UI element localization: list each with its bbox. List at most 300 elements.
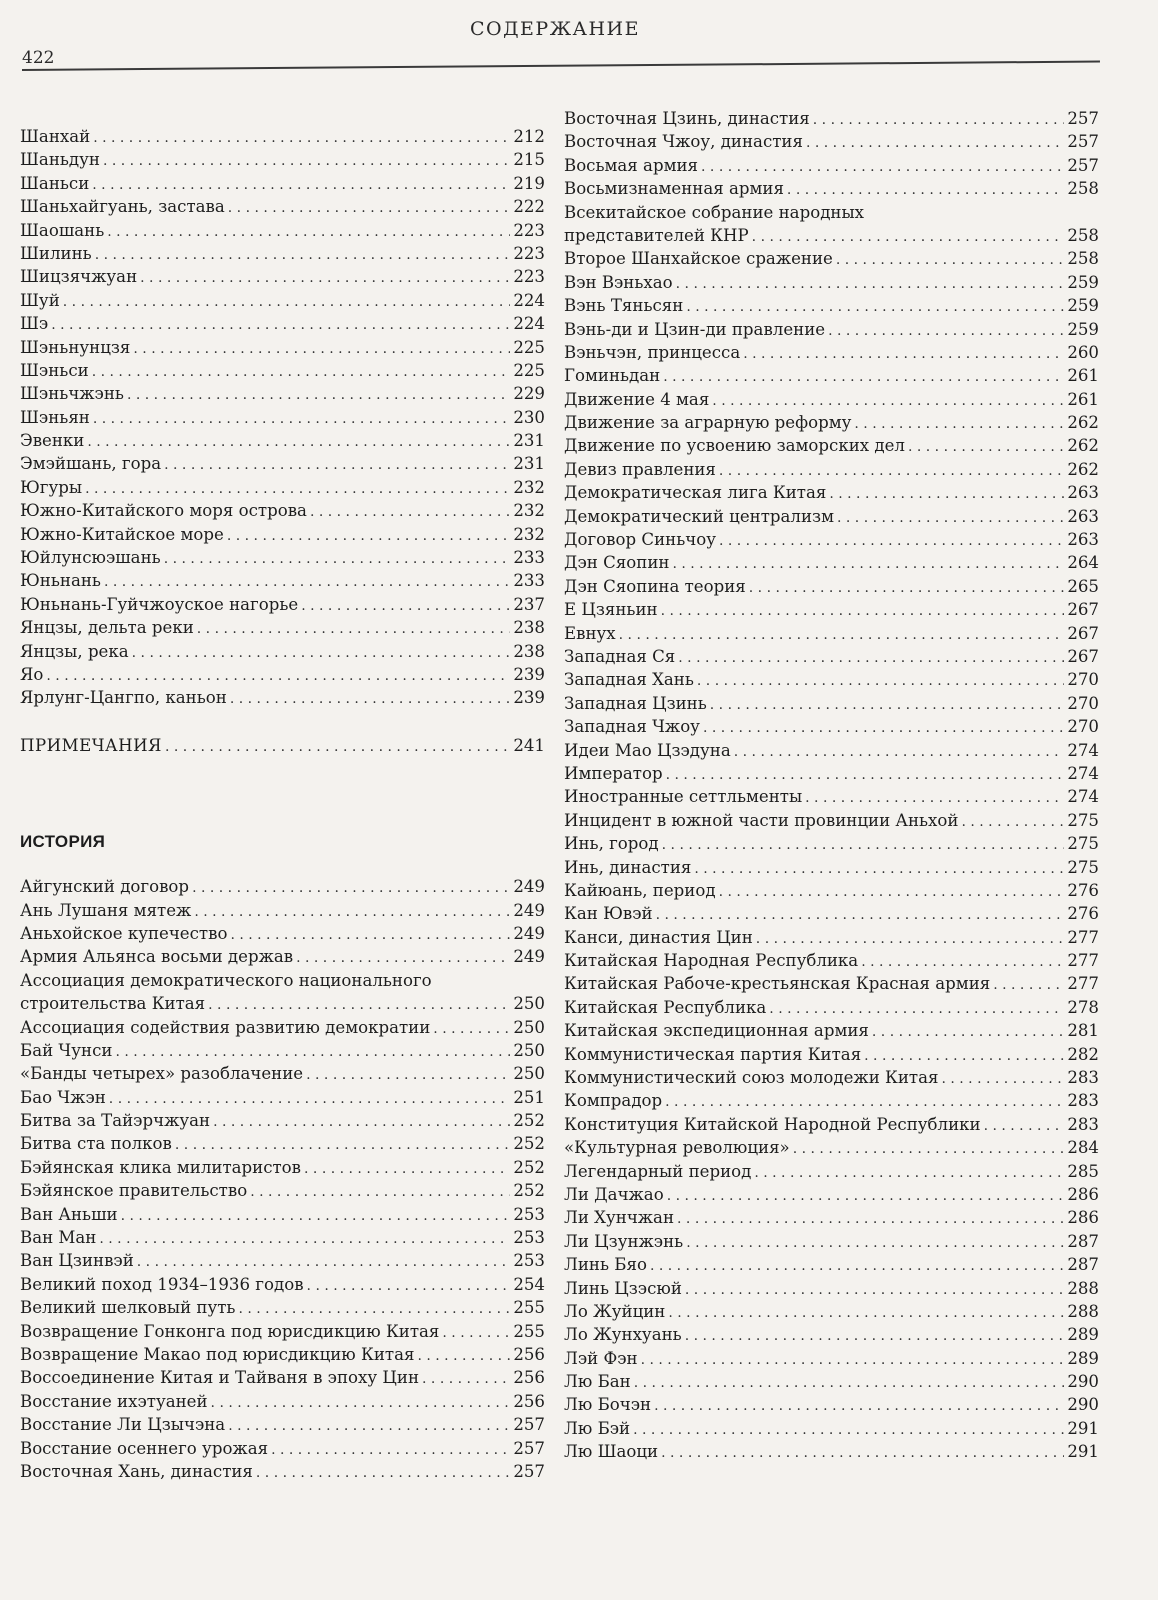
notes-page: 241 bbox=[513, 735, 545, 755]
dot-leader bbox=[99, 1228, 510, 1249]
toc-entry-title: Шицзячжуан bbox=[20, 267, 138, 287]
toc-entry[interactable] bbox=[20, 452, 545, 475]
toc-entry-page: 255 bbox=[513, 1298, 545, 1318]
toc-entry[interactable] bbox=[564, 645, 1099, 668]
toc-entry-page: 251 bbox=[513, 1087, 545, 1107]
toc-entry-page: 277 bbox=[1067, 951, 1099, 971]
toc-entry-page: 282 bbox=[1067, 1044, 1099, 1064]
toc-entry-page: 270 bbox=[1067, 693, 1099, 713]
toc-entry[interactable] bbox=[564, 1160, 1099, 1183]
toc-entry[interactable] bbox=[20, 875, 545, 898]
dot-leader bbox=[238, 1298, 510, 1319]
toc-entry-title: Инь, город bbox=[564, 834, 659, 854]
toc-entry-page: 237 bbox=[513, 594, 545, 614]
toc-entry[interactable] bbox=[20, 289, 545, 312]
toc-entry-title: Ван Аньши bbox=[20, 1204, 118, 1224]
notes-entry[interactable] bbox=[20, 734, 545, 757]
toc-entry[interactable] bbox=[20, 1296, 545, 1319]
toc-entry-title: Возвращение Макао под юрисдикцию Китая bbox=[20, 1344, 415, 1364]
toc-entry-page: 258 bbox=[1067, 225, 1099, 245]
toc-entry[interactable] bbox=[564, 1230, 1099, 1253]
toc-entry[interactable] bbox=[564, 856, 1099, 879]
toc-entry-page: 267 bbox=[1067, 600, 1099, 620]
toc-entry-page: 257 bbox=[513, 1415, 545, 1435]
toc-entry[interactable] bbox=[564, 1043, 1099, 1066]
dot-leader bbox=[95, 244, 511, 265]
toc-entry-title: Восстание ихэтуаней bbox=[20, 1391, 208, 1411]
toc-entry[interactable] bbox=[564, 247, 1099, 270]
toc-entry[interactable] bbox=[20, 593, 545, 616]
dot-leader bbox=[132, 642, 511, 663]
toc-entry-title: Восстание осеннего урожая bbox=[20, 1438, 269, 1458]
toc-entry-title: Эвенки bbox=[20, 431, 85, 451]
toc-entry-page: 224 bbox=[513, 314, 545, 334]
toc-entry[interactable] bbox=[20, 616, 545, 639]
toc-entry-page: 276 bbox=[1067, 880, 1099, 900]
toc-entry-page: 224 bbox=[513, 290, 545, 310]
dot-leader bbox=[749, 577, 1065, 598]
toc-entry[interactable] bbox=[564, 832, 1099, 855]
toc-entry[interactable] bbox=[20, 1109, 545, 1132]
dot-leader bbox=[208, 994, 510, 1015]
toc-entry-title: Янцзы, река bbox=[20, 641, 129, 661]
toc-entry[interactable] bbox=[564, 1347, 1099, 1370]
toc-entry[interactable] bbox=[20, 1273, 545, 1296]
dot-leader bbox=[654, 1395, 1064, 1416]
toc-entry-title: Бэйянское правительство bbox=[20, 1181, 248, 1201]
toc-entry[interactable] bbox=[564, 762, 1099, 785]
toc-entry[interactable] bbox=[564, 668, 1099, 691]
toc-entry-page: 249 bbox=[513, 900, 545, 920]
toc-entry[interactable] bbox=[564, 411, 1099, 434]
dot-leader bbox=[672, 553, 1064, 574]
toc-entry-title: Девиз правления bbox=[564, 459, 716, 479]
toc-entry-title: Договор Синьчоу bbox=[564, 530, 716, 550]
toc-entry[interactable] bbox=[20, 1413, 545, 1436]
dot-leader bbox=[121, 1205, 511, 1226]
toc-entry-page: 287 bbox=[1067, 1231, 1099, 1251]
toc-entry[interactable] bbox=[20, 172, 545, 195]
toc-entry[interactable] bbox=[564, 481, 1099, 504]
toc-entry[interactable] bbox=[564, 458, 1099, 481]
toc-entry-title: Движение за аграрную реформу bbox=[564, 413, 852, 433]
toc-entry-title: Компрадор bbox=[564, 1091, 663, 1111]
toc-entry-page: 290 bbox=[1067, 1395, 1099, 1415]
toc-entry[interactable] bbox=[564, 1113, 1099, 1136]
toc-entry[interactable] bbox=[564, 1393, 1099, 1416]
toc-entry-title: Ван Цзинвэй bbox=[20, 1251, 134, 1271]
dot-leader bbox=[175, 1134, 510, 1155]
toc-entry[interactable] bbox=[20, 945, 545, 968]
toc-entry-title: Легендарный период bbox=[564, 1161, 752, 1181]
toc-entry[interactable] bbox=[564, 1089, 1099, 1112]
toc-entry[interactable] bbox=[564, 622, 1099, 645]
toc-entry-title: Возвращение Гонконга под юрисдикцию Китая bbox=[20, 1321, 440, 1341]
toc-entry-page: 275 bbox=[1067, 834, 1099, 854]
toc-entry[interactable] bbox=[20, 992, 545, 1015]
toc-entry[interactable] bbox=[20, 359, 545, 382]
dot-leader bbox=[310, 501, 510, 522]
toc-entry[interactable] bbox=[564, 1066, 1099, 1089]
dot-leader bbox=[769, 998, 1064, 1019]
toc-entry-title: Коммунистическая партия Китая bbox=[564, 1044, 862, 1064]
dot-leader bbox=[127, 384, 510, 405]
toc-entry-page: 239 bbox=[513, 664, 545, 684]
dot-leader bbox=[301, 595, 510, 616]
toc-entry-page: 250 bbox=[513, 1064, 545, 1084]
toc-entry[interactable] bbox=[20, 1039, 545, 1062]
toc-entry[interactable] bbox=[564, 341, 1099, 364]
toc-entry[interactable] bbox=[564, 1019, 1099, 1042]
toc-entry-title: Вэнь Тяньсян bbox=[564, 296, 684, 316]
toc-entry[interactable] bbox=[564, 902, 1099, 925]
toc-entry[interactable] bbox=[20, 265, 545, 288]
toc-entry[interactable] bbox=[20, 546, 545, 569]
toc-entry[interactable] bbox=[20, 1156, 545, 1179]
dot-leader bbox=[701, 156, 1064, 177]
dot-leader bbox=[93, 127, 510, 148]
toc-entry-title: Ли Хунчжан bbox=[564, 1208, 675, 1228]
toc-entry-page: 261 bbox=[1067, 389, 1099, 409]
toc-entry[interactable] bbox=[20, 406, 545, 429]
notes-title: ПРИМЕЧАНИЯ bbox=[20, 735, 162, 755]
dot-leader bbox=[836, 249, 1064, 270]
toc-entry[interactable] bbox=[20, 1320, 545, 1343]
dot-leader bbox=[104, 571, 510, 592]
right-column bbox=[564, 107, 1099, 1464]
toc-entry[interactable] bbox=[564, 364, 1099, 387]
toc-entry-page: 232 bbox=[513, 524, 545, 544]
toc-entry-page: 225 bbox=[513, 360, 545, 380]
toc-entry[interactable] bbox=[564, 224, 1099, 247]
toc-entry[interactable] bbox=[20, 640, 545, 663]
dot-leader bbox=[710, 694, 1065, 715]
toc-entry-page: 253 bbox=[513, 1251, 545, 1271]
toc-entry-page: 252 bbox=[513, 1181, 545, 1201]
dot-leader bbox=[140, 267, 510, 288]
dot-leader bbox=[650, 1255, 1064, 1276]
toc-entry[interactable] bbox=[20, 499, 545, 522]
toc-entry[interactable] bbox=[564, 692, 1099, 715]
toc-entry[interactable] bbox=[564, 201, 1099, 224]
toc-entry-title: Янцзы, дельта реки bbox=[20, 618, 194, 638]
toc-entry[interactable] bbox=[564, 434, 1099, 457]
toc-entry[interactable] bbox=[564, 972, 1099, 995]
dot-leader bbox=[433, 1018, 510, 1039]
toc-entry-page: 260 bbox=[1067, 342, 1099, 362]
dot-leader bbox=[837, 507, 1064, 528]
toc-entry-page: 262 bbox=[1067, 459, 1099, 479]
toc-entry[interactable] bbox=[20, 1132, 545, 1155]
dot-leader bbox=[667, 1185, 1065, 1206]
toc-entry[interactable] bbox=[20, 382, 545, 405]
dot-leader bbox=[697, 670, 1064, 691]
dot-leader bbox=[703, 717, 1064, 738]
toc-entry-title: Шэньнунцзя bbox=[20, 337, 131, 357]
toc-entry-title: Шилинь bbox=[20, 243, 92, 263]
toc-entry[interactable] bbox=[20, 1249, 545, 1272]
toc-entry[interactable] bbox=[564, 785, 1099, 808]
toc-entry[interactable] bbox=[20, 1437, 545, 1460]
toc-entry[interactable] bbox=[20, 1016, 545, 1039]
toc-entry-title: Вэн Вэньхао bbox=[564, 272, 673, 292]
toc-entry-page: 275 bbox=[1067, 810, 1099, 830]
toc-entry[interactable] bbox=[20, 336, 545, 359]
toc-entry-title: Великий поход 1934–1936 годов bbox=[20, 1274, 304, 1294]
toc-entry[interactable] bbox=[20, 1366, 545, 1389]
toc-entry-page: 252 bbox=[513, 1157, 545, 1177]
toc-entry-page: 222 bbox=[513, 197, 545, 217]
toc-entry-title: Южно-Китайского моря острова bbox=[20, 501, 307, 521]
toc-entry[interactable] bbox=[20, 242, 545, 265]
toc-entry-title: Восьмизнаменная армия bbox=[564, 179, 784, 199]
dot-leader bbox=[678, 647, 1064, 668]
toc-entry[interactable] bbox=[564, 107, 1099, 130]
toc-entry[interactable] bbox=[564, 1253, 1099, 1276]
toc-entry[interactable] bbox=[564, 598, 1099, 621]
toc-entry[interactable] bbox=[564, 1206, 1099, 1229]
toc-entry-page: 257 bbox=[1067, 109, 1099, 128]
toc-entry-title: Ло Жуйцин bbox=[564, 1301, 666, 1321]
toc-entry-title: Ли Цзунжэнь bbox=[564, 1231, 684, 1251]
dot-leader bbox=[63, 291, 511, 312]
toc-entry-page: 267 bbox=[1067, 623, 1099, 643]
toc-entry[interactable] bbox=[564, 177, 1099, 200]
header-divider bbox=[22, 61, 1100, 71]
toc-entry-page: 258 bbox=[1067, 249, 1099, 269]
toc-entry[interactable] bbox=[564, 388, 1099, 411]
toc-entry-page: 291 bbox=[1067, 1442, 1099, 1462]
toc-entry-title: Лю Шаоци bbox=[564, 1442, 659, 1462]
dot-leader bbox=[250, 1181, 510, 1202]
toc-entry-title: Шэньчжэнь bbox=[20, 384, 124, 404]
dot-leader bbox=[103, 150, 510, 171]
toc-entry-page: 257 bbox=[1067, 155, 1099, 175]
dot-leader bbox=[194, 901, 510, 922]
dot-leader bbox=[719, 881, 1065, 902]
dot-leader bbox=[109, 1088, 511, 1109]
toc-entry[interactable] bbox=[564, 271, 1099, 294]
dot-leader bbox=[661, 600, 1065, 621]
toc-entry-page: 290 bbox=[1067, 1372, 1099, 1392]
toc-entry-page: 283 bbox=[1067, 1068, 1099, 1088]
dot-leader bbox=[993, 974, 1064, 995]
toc-entry-title: Всекитайское собрание народных bbox=[564, 202, 865, 222]
toc-entry-page: 277 bbox=[1067, 974, 1099, 994]
toc-entry-title: Восточная Чжоу, династия bbox=[564, 132, 803, 152]
dot-leader bbox=[828, 320, 1064, 341]
toc-entry[interactable] bbox=[564, 1417, 1099, 1440]
toc-entry[interactable] bbox=[564, 715, 1099, 738]
page-header-title: СОДЕРЖАНИЕ bbox=[470, 18, 640, 40]
dot-leader bbox=[908, 436, 1064, 457]
toc-entry[interactable] bbox=[20, 476, 545, 499]
toc-entry[interactable] bbox=[20, 569, 545, 592]
toc-entry-title: «Банды четырех» разоблачение bbox=[20, 1064, 304, 1084]
toc-entry-page: 233 bbox=[513, 571, 545, 591]
toc-entry[interactable] bbox=[564, 1300, 1099, 1323]
toc-entry-title: Ли Дачжао bbox=[564, 1184, 664, 1204]
toc-entry-title: Восточная Цзинь, династия bbox=[564, 109, 810, 128]
dot-leader bbox=[271, 1439, 510, 1460]
toc-entry-title: Западная Ся bbox=[564, 646, 676, 666]
toc-entry-page: 289 bbox=[1067, 1325, 1099, 1345]
toc-entry-page: 250 bbox=[513, 1017, 545, 1037]
dot-leader bbox=[633, 1419, 1064, 1440]
toc-entry[interactable] bbox=[20, 1390, 545, 1413]
toc-entry[interactable] bbox=[564, 879, 1099, 902]
toc-entry-title: Лю Бэй bbox=[564, 1418, 631, 1438]
toc-entry-page: 267 bbox=[1067, 646, 1099, 666]
toc-entry[interactable] bbox=[564, 949, 1099, 972]
toc-entry[interactable] bbox=[20, 1203, 545, 1226]
toc-entry-title: Ассоциация демократического национального bbox=[20, 970, 432, 990]
toc-entry[interactable] bbox=[564, 130, 1099, 153]
toc-entry[interactable] bbox=[564, 575, 1099, 598]
toc-entry-page: 225 bbox=[513, 337, 545, 357]
toc-entry-title: Конституция Китайской Народной Республики bbox=[564, 1114, 981, 1134]
toc-entry-page: 274 bbox=[1067, 787, 1099, 807]
dot-leader bbox=[719, 460, 1064, 481]
toc-entry[interactable] bbox=[564, 154, 1099, 177]
toc-entry[interactable] bbox=[564, 1370, 1099, 1393]
toc-entry[interactable] bbox=[20, 1343, 545, 1366]
dot-leader bbox=[676, 273, 1065, 294]
dot-leader bbox=[829, 483, 1064, 504]
toc-entry[interactable] bbox=[20, 125, 545, 148]
toc-entry-page: 263 bbox=[1067, 483, 1099, 503]
toc-entry[interactable] bbox=[20, 663, 545, 686]
toc-entry-title: Армия Альянса восьми держав bbox=[20, 947, 294, 967]
toc-entry-title: строительства Китая bbox=[20, 994, 206, 1014]
toc-entry[interactable] bbox=[564, 1277, 1099, 1300]
toc-entry[interactable] bbox=[20, 148, 545, 171]
toc-entry-title: Восточная Хань, династия bbox=[20, 1461, 253, 1481]
toc-entry[interactable] bbox=[564, 1136, 1099, 1159]
toc-entry-title: Воссоединение Китая и Тайваня в эпоху Цин bbox=[20, 1368, 420, 1388]
history-entry-list bbox=[20, 875, 545, 1483]
toc-entry[interactable] bbox=[564, 294, 1099, 317]
toc-entry[interactable] bbox=[564, 809, 1099, 832]
toc-entry[interactable] bbox=[20, 195, 545, 218]
dot-leader bbox=[984, 1115, 1065, 1136]
dot-leader bbox=[677, 1208, 1064, 1229]
toc-entry[interactable] bbox=[20, 922, 545, 945]
toc-entry[interactable] bbox=[20, 1062, 545, 1085]
toc-entry[interactable] bbox=[20, 219, 545, 242]
dot-leader bbox=[793, 1138, 1065, 1159]
toc-entry-title: Восстание Ли Цзычэна bbox=[20, 1415, 226, 1435]
dot-leader bbox=[165, 736, 510, 757]
toc-entry-title: Юньнань bbox=[20, 571, 101, 591]
toc-entry[interactable] bbox=[20, 969, 545, 992]
toc-entry-page: 263 bbox=[1067, 506, 1099, 526]
dot-leader bbox=[256, 1462, 510, 1483]
dot-leader bbox=[137, 1251, 511, 1272]
toc-entry[interactable] bbox=[564, 1323, 1099, 1346]
dot-leader bbox=[211, 1392, 511, 1413]
toc-entry-page: 239 bbox=[513, 688, 545, 708]
toc-entry[interactable] bbox=[564, 1440, 1099, 1463]
toc-entry-page: 259 bbox=[1067, 296, 1099, 316]
toc-entry[interactable] bbox=[564, 505, 1099, 528]
toc-entry-title: Шаньдун bbox=[20, 150, 100, 170]
toc-entry-page: 256 bbox=[513, 1368, 545, 1388]
toc-entry-title: Лю Бан bbox=[564, 1372, 631, 1392]
toc-entry-title: Яо bbox=[20, 664, 44, 684]
dot-leader bbox=[685, 1279, 1064, 1300]
toc-entry[interactable] bbox=[20, 523, 545, 546]
toc-entry-title: Е Цзяньин bbox=[564, 600, 658, 620]
toc-entry-title: Западная Чжоу bbox=[564, 717, 700, 737]
toc-entry[interactable] bbox=[20, 686, 545, 709]
toc-entry-title: Кан Ювэй bbox=[564, 904, 653, 924]
toc-entry-title: Великий шелковый путь bbox=[20, 1298, 236, 1318]
dot-leader bbox=[213, 1111, 510, 1132]
toc-entry-page: 233 bbox=[513, 548, 545, 568]
toc-entry[interactable] bbox=[564, 528, 1099, 551]
toc-entry[interactable] bbox=[20, 1460, 545, 1483]
toc-entry-page: 223 bbox=[513, 220, 545, 240]
toc-entry-page: 264 bbox=[1067, 553, 1099, 573]
toc-entry[interactable] bbox=[564, 926, 1099, 949]
toc-entry-page: 274 bbox=[1067, 763, 1099, 783]
toc-entry-title: Ань Лушаня мятеж bbox=[20, 900, 192, 920]
dot-leader bbox=[734, 741, 1065, 762]
toc-entry[interactable] bbox=[564, 318, 1099, 341]
toc-entry[interactable] bbox=[564, 551, 1099, 574]
toc-entry-page: 259 bbox=[1067, 319, 1099, 339]
toc-entry-title: Бэйянская клика милитаристов bbox=[20, 1157, 302, 1177]
dot-leader bbox=[228, 1415, 510, 1436]
dot-leader bbox=[787, 179, 1064, 200]
toc-entry-page: 283 bbox=[1067, 1114, 1099, 1134]
toc-entry[interactable] bbox=[564, 739, 1099, 762]
dot-leader bbox=[192, 877, 510, 898]
toc-entry[interactable] bbox=[564, 996, 1099, 1019]
toc-entry-title: Второе Шанхайское сражение bbox=[564, 249, 833, 269]
toc-entry-page: 281 bbox=[1067, 1021, 1099, 1041]
dot-leader bbox=[641, 1349, 1065, 1370]
toc-entry-title: Битва ста полков bbox=[20, 1134, 172, 1154]
toc-entry-page: 255 bbox=[513, 1321, 545, 1341]
left-column bbox=[20, 125, 545, 1483]
dot-leader bbox=[619, 624, 1065, 645]
toc-entry-page: 238 bbox=[513, 641, 545, 661]
dot-leader bbox=[93, 408, 510, 429]
toc-entry-title: Западная Хань bbox=[564, 670, 694, 690]
toc-entry[interactable] bbox=[20, 1179, 545, 1202]
toc-entry[interactable] bbox=[20, 312, 545, 335]
dot-leader bbox=[307, 1275, 511, 1296]
toc-entry[interactable] bbox=[20, 1086, 545, 1109]
toc-entry[interactable] bbox=[20, 899, 545, 922]
toc-entry-page: 223 bbox=[513, 267, 545, 287]
geography-entry-list bbox=[20, 125, 545, 710]
toc-entry-page: 252 bbox=[513, 1134, 545, 1154]
toc-entry-page: 262 bbox=[1067, 436, 1099, 456]
toc-entry-title: Шанхай bbox=[20, 127, 91, 146]
toc-entry-title: Юньнань-Гуйчжоуское нагорье bbox=[20, 594, 299, 614]
dot-leader bbox=[694, 858, 1064, 879]
toc-entry[interactable] bbox=[564, 1183, 1099, 1206]
section-heading-history: ИСТОРИЯ bbox=[20, 832, 106, 852]
toc-entry[interactable] bbox=[20, 429, 545, 452]
toc-entry-title: Шаньси bbox=[20, 173, 90, 193]
toc-entry-page: 232 bbox=[513, 477, 545, 497]
dot-leader bbox=[634, 1372, 1065, 1393]
toc-entry[interactable] bbox=[20, 1226, 545, 1249]
